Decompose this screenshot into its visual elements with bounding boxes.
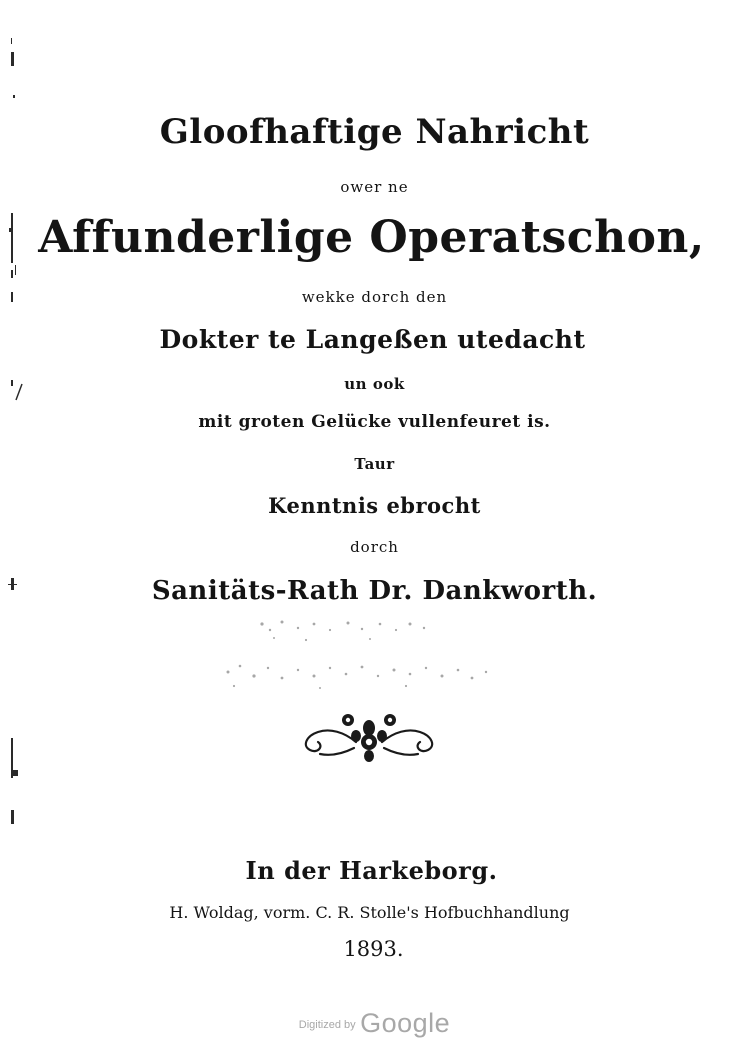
title-line-4: wekke dorch den [301,288,448,306]
title-line-7: mit groten Gelücke vullenfeuret is. [198,412,551,432]
title-line-1: Gloofhaftige Nahricht [159,112,590,152]
faded-library-stamp [210,612,510,702]
watermark-prefix: Digitized by [298,1019,356,1031]
google-logo: Google [360,1008,451,1038]
imprint-year: 1893. [343,937,404,961]
floral-ornament [294,708,444,768]
digitized-by-google-watermark [0,1008,749,1039]
title-line-3: Affunderlige Operatschon, [38,212,705,263]
title-line-2: ower ne [340,178,409,196]
title-line-9: Kenntnis ebrocht [268,493,481,518]
title-line-5: Dokter te Langeßen utedacht [159,325,586,354]
title-line-8: Taur [354,455,395,473]
author-line: Sanitäts-Rath Dr. Dankworth. [151,576,598,606]
imprint-place: In der Harkeborg. [245,856,498,885]
title-line-6: un ook [344,375,405,393]
imprint-publisher: H. Woldag, vorm. C. R. Stolle's Hofbuchhandlung [169,903,570,922]
title-line-10: dorch [350,538,399,556]
